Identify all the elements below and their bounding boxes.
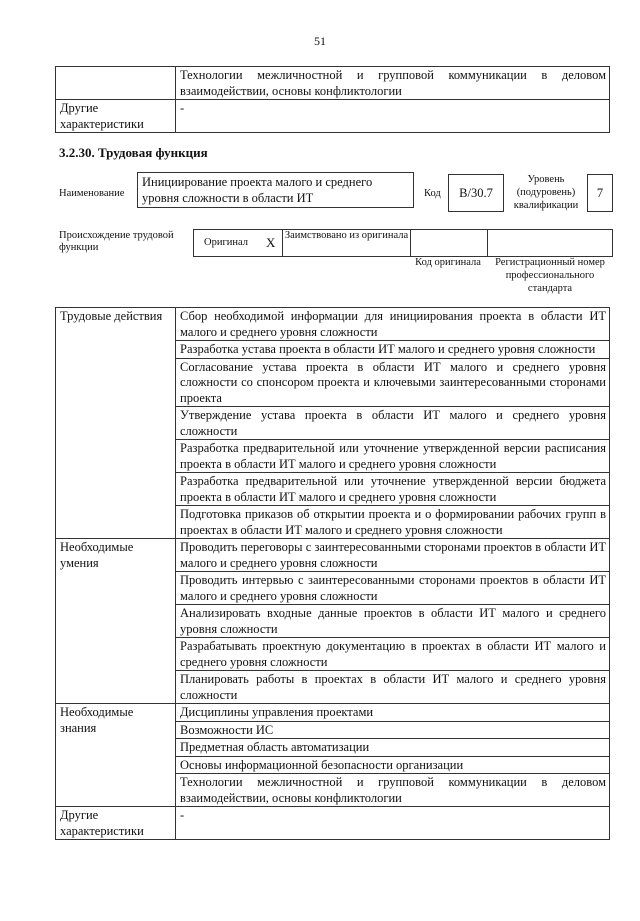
table-cell: Анализировать входные данные проектов в области ИТ малого и среднего уровня сложности: [176, 605, 610, 638]
code-caption: Код оригинала: [415, 257, 481, 268]
table-cell: Подготовка приказов об открытии проекта и о формировании рабочих групп в проектах в области ИТ малого и среднего уровня сложности: [176, 506, 610, 539]
code-value: B/30.7: [459, 186, 493, 200]
table-cell: -: [176, 807, 610, 840]
name-label: Наименование: [59, 188, 125, 199]
table-row: [56, 100, 610, 133]
table-row: [56, 704, 610, 722]
table-cell: Основы информационной безопасности организации: [176, 756, 610, 774]
table-row: [56, 67, 610, 100]
borrowed-label: Заимствовано из оригинала: [284, 230, 409, 241]
section-title: 3.2.30. Трудовая функция: [59, 145, 208, 160]
table-cell: Планировать работы в проектах в области ИТ малого и среднего уровня сложности: [176, 671, 610, 704]
origin-original-cell: [193, 229, 283, 257]
table-cell: Возможности ИС: [176, 721, 610, 739]
table-cell: Предметная область автоматизации: [176, 739, 610, 757]
origin-reg-cell: [487, 229, 613, 257]
table-cell: Проводить интервью с заинтересованными сторонами проектов в области ИТ малого и среднего уровня сложности: [176, 572, 610, 605]
original-mark: X: [266, 235, 276, 250]
table-row: [56, 539, 610, 572]
group-label-actions: Трудовые действия: [56, 308, 176, 539]
row-value: Технологии межличностной и групповой коммуникации в деловом взаимодействии, основы конфликтологии: [176, 67, 610, 100]
main-table: [55, 307, 610, 840]
table-row: [56, 308, 610, 341]
origin-borrowed-cell: [282, 229, 411, 257]
table-cell: Разработка устава проекта в области ИТ малого и среднего уровня сложности: [176, 341, 610, 359]
group-label-knowledge: Необходимые знания: [56, 704, 176, 807]
original-label: Оригинал: [204, 237, 248, 248]
origin-code-cell: [410, 229, 488, 257]
level-value: 7: [596, 186, 604, 200]
name-value: Инициирование проекта малого и среднего уровня сложности в области ИТ: [142, 175, 373, 205]
page-number: 51: [314, 34, 326, 48]
name-value-box: [137, 172, 414, 208]
table-row: [56, 807, 610, 840]
code-value-box: [448, 174, 504, 212]
top-table: [55, 66, 610, 133]
row-label: [56, 67, 176, 100]
table-cell: Утверждение устава проекта в области ИТ малого и среднего уровня сложности: [176, 407, 610, 440]
code-label: Код: [424, 188, 441, 199]
level-value-box: [587, 174, 613, 212]
table-cell: Проводить переговоры с заинтересованными сторонами проектов в области ИТ малого и среднего уровня сложности: [176, 539, 610, 572]
table-cell: Сбор необходимой информации для инициирования проекта в области ИТ малого и среднего уровня сложности: [176, 308, 610, 341]
table-cell: Согласование устава проекта в области ИТ малого и среднего уровня сложности со спонсором проекта и ключевыми заинтересованными сторонами проекта: [176, 358, 610, 407]
row-label: Другие характеристики: [56, 100, 176, 133]
group-label-skills: Необходимые умения: [56, 539, 176, 704]
table-cell: Разрабатывать проектную документацию в проектах в области ИТ малого и среднего уровня сложности: [176, 638, 610, 671]
level-label: Уровень (подуровень) квалификации: [513, 174, 579, 211]
table-cell: Дисциплины управления проектами: [176, 704, 610, 722]
row-value: -: [176, 100, 610, 133]
group-label-other: Другие характеристики: [56, 807, 176, 840]
table-cell: Разработка предварительной или уточнение утвержденной версии расписания проекта в области ИТ малого и среднего уровня сложности: [176, 440, 610, 473]
table-cell: Разработка предварительной или уточнение утвержденной версии бюджета проекта в области ИТ малого и среднего уровня сложности: [176, 473, 610, 506]
table-cell: Технологии межличностной и групповой коммуникации в деловом взаимодействии, основы конфликтологии: [176, 774, 610, 807]
reg-caption: Регистрационный номер профессионального стандарта: [495, 257, 605, 294]
origin-label: Происхождение трудовой функции: [59, 230, 174, 253]
